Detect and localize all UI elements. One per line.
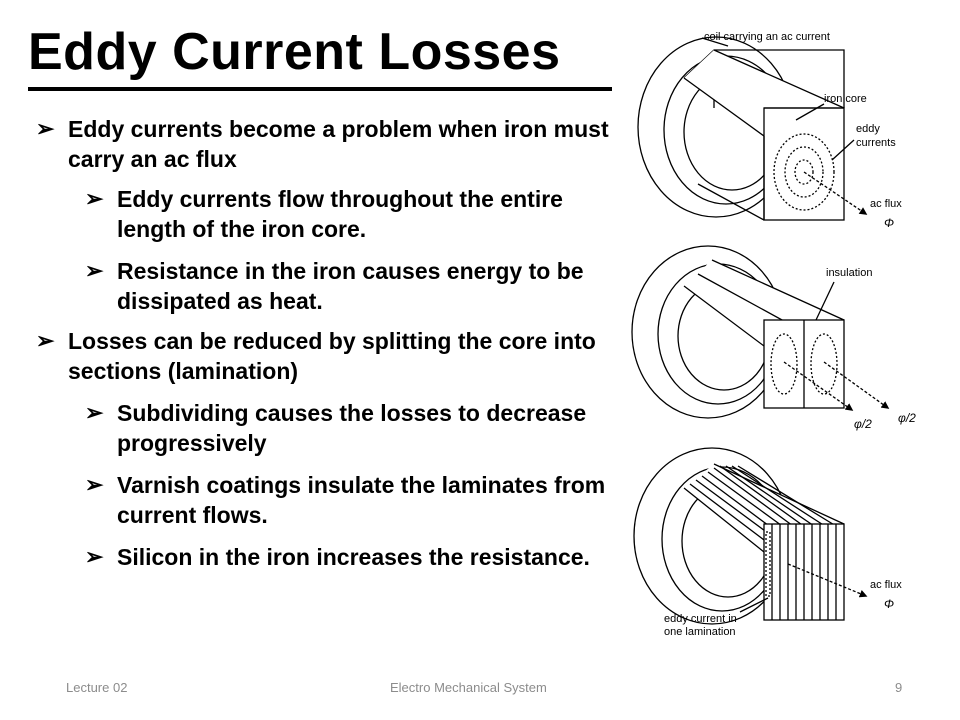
label-phi-half-left: φ/2 xyxy=(854,417,872,431)
arrow-bullet-icon: ➢ xyxy=(36,328,55,353)
bullet-item xyxy=(36,398,616,458)
bullet-item xyxy=(36,114,616,174)
bullet-text: Varnish coatings insulate the laminates from current flows. xyxy=(117,472,606,528)
label-currents: currents xyxy=(856,137,896,149)
arrow-bullet-icon: ➢ xyxy=(85,186,104,211)
bullet-text: Silicon in the iron increases the resistance. xyxy=(117,544,590,570)
label-phi-half-right: φ/2 xyxy=(898,411,916,425)
arrow-bullet-icon: ➢ xyxy=(85,258,104,283)
label-iron-core: iron core xyxy=(824,93,867,105)
bullet-item xyxy=(36,184,616,244)
arrow-bullet-icon: ➢ xyxy=(85,544,104,569)
label-one-lamination: one lamination xyxy=(664,626,736,638)
bullet-text: Losses can be reduced by splitting the core into sections (lamination) xyxy=(68,328,596,384)
label-ac-flux-bottom: ac flux xyxy=(870,579,902,591)
arrow-bullet-icon: ➢ xyxy=(36,116,55,141)
footer-course: Electro Mechanical System xyxy=(390,680,547,695)
label-eddy-current-in: eddy current in xyxy=(664,613,737,625)
arrow-bullet-icon: ➢ xyxy=(85,400,104,425)
label-phi-bottom: Φ xyxy=(884,597,895,611)
label-ac-flux-top: ac flux xyxy=(870,198,902,210)
laminated-core-diagram xyxy=(634,448,866,624)
bullet-list xyxy=(36,114,616,584)
bullet-item xyxy=(36,326,616,386)
label-phi-top: Φ xyxy=(884,216,895,230)
bullet-text: Eddy currents become a problem when iron must carry an ac flux xyxy=(68,116,609,172)
solid-core-diagram xyxy=(638,37,866,220)
slide-title: Eddy Current Losses xyxy=(28,23,561,81)
label-eddy: eddy xyxy=(856,123,880,135)
bullet-item xyxy=(36,470,616,530)
label-insulation: insulation xyxy=(826,267,873,279)
bullet-item xyxy=(36,542,616,572)
title-underline xyxy=(28,87,612,91)
bullet-text: Resistance in the iron causes energy to be dissipated as heat. xyxy=(117,258,584,314)
footer-page-number: 9 xyxy=(895,680,903,695)
label-coil: coil carrying an ac current xyxy=(704,31,830,43)
bullet-text: Eddy currents flow throughout the entire length of the iron core. xyxy=(117,186,563,242)
bullet-item xyxy=(36,256,616,316)
footer-lecture: Lecture 02 xyxy=(66,680,128,695)
bullet-text: Subdividing causes the losses to decrease progressively xyxy=(117,400,587,456)
arrow-bullet-icon: ➢ xyxy=(85,472,104,497)
eddy-current-figure xyxy=(628,24,940,664)
